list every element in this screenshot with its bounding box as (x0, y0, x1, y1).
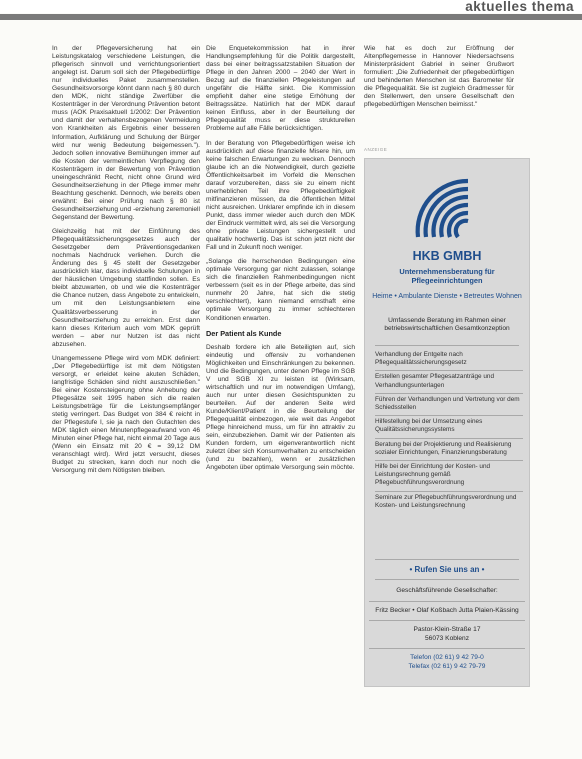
managers-title: Geschäftsführende Gesellschafter: (396, 587, 498, 594)
list-item: Führen der Verhandlungen und Vertretung vor dem Schiedsstellen (375, 394, 523, 416)
managers (369, 587, 525, 602)
paragraph: Deshalb fordere ich alle Beteiligten auf, sich eindeutig und offensiv zu vorhandenen Möglichkeiten und Einschränkungen zu bekennen. Und die Bedingungen, unter denen Pflege im SGB V und SGB XI zu leisten ist (Wirksam, wirtschaftlich und nur im notwendigen Umfang), auch nur unter diesen Gesichtspunkten zu beurteilen. Auf der anderen Seite wird Kunde/Klient/Patient in die Beurteilung der Pflegequalität einbezogen, wie weit das Angebot Pflege hinreichend muss, um für ihn attraktiv zu sein, einzubeziehen. Damit wir der Patienten als Kunden fordern, um eigenverantwortlich nicht zuletzt über sich Konsumverhalten zu entscheiden (und zu bezahlen), wenn er zusätzlichen Angeboten über optimale Versorgung sein möchte. (206, 343, 355, 472)
article-column-3 (364, 45, 514, 115)
list-item: Erstellen gesamter Pflegesatzanträge und Verhandlungsunterlagen (375, 371, 523, 393)
section-title: aktuelles thema (465, 0, 574, 14)
focus-text: Umfassende Beratung im Rahmen einer betriebswirtschaftlichen Gesamtkonzeption (384, 317, 510, 333)
list-item: Verhandlung der Entgelte nach Pflegequalitätssicherungsgesetz (375, 349, 523, 371)
address (369, 626, 525, 649)
ad-label: ANZEIGE (364, 147, 388, 152)
subheading: Der Patient als Kunde (206, 328, 282, 338)
call-to-action: • Rufen Sie uns an • (409, 565, 485, 574)
article-column-2 (206, 45, 355, 478)
divider (375, 579, 519, 580)
paragraph: Wie hat es doch zur Eröffnung der Altenpflegemesse in Hannover Niedersachsens Ministerpräsident Gabriel in seiner Grußwort formuliert: „Die Zufriedenheit der pflegebedürftigen und behinderten Menschen ist das Barometer für die Pflegequalität. Sie ist zugleich Gradmesser für den Stellenwert, den unsere Gesellschaft den pflegebedürftigen Menschen beimisst." (364, 45, 514, 109)
paragraph: Gleichzeitig hat mit der Einführung des Pflegequalitätssicherungsgesetzes auch der Gesetzgeber dem Präventionsgedanken nochmals Nachdruck verliehen. Durch die Änderung des § 45 stellt der Gesetzgeber ausdrücklich klar, dass individuelle Schulungen in der häuslichen Umgebung stattfinden sollen. Es bleibt abzuwarten, ob und wie die Kostenträger die Chance nutzen, dass Angebote zu entwickeln, um mit den Leistungsanbietern eine Qualitätsverbesserung in der Gesundheitserziehung zu erreichen. Erst dann kann dieses Kriterium auch vom MDK geprüft werden – aber nur Nutzen ist das nicht abzusehen. (52, 228, 200, 348)
paragraph: In der Pflegeversicherung hat ein Leistungskatalog verschiedene Leistungen, die pflegerisch sinnvoll und verrichtungsorientiert angelegt ist. Darum soll sich der Pflegebedürftige nur individuelles Paket zusammenstellen. Gesundheitsvorsorge könnt dann nach § 80 durch den MDK, nicht ständige Zwerfüber die Kostenträger in der Verordnung Prävention betont muss (AOK Praxisaktuell 1/2002: Der Prävention und damit der verhaltensbezogenen Vermeidung von Krankheiten als Ergebnis einer besseren Information, Aufklärung und Schulung der Bürger wird nur wenig Bedeutung beigemessen."). Jedoch sollen innovative Bemühungen immer auf die Kosten der vermeintlichen Verpflegung den Kostenträgern in der Bewertung von Prävention uneingeschränkt Recht, nicht ohne Grund wird Gesundheitserziehung in der Pflege immer mehr Beachtung geschenkt. Dennoch, wie bereits oben erwähnt: Bei einer Prüfung nach § 80 ist Gesundheitserziehung und -erziehung zeremoniell Gegenstand der Bewertung. (52, 45, 200, 221)
company-tagline: Unternehmensberatung für Pflegeeinrichtungen (399, 267, 495, 286)
offer-list (375, 349, 523, 513)
header-bar (0, 0, 582, 13)
hkb-arc-logo-icon (410, 167, 484, 252)
list-item: Hilfe bei der Einrichtung der Kosten- und Leistungsrechnung gemäß Pflegebuchführungsverordnung (375, 461, 523, 492)
article-column-1 (52, 45, 200, 481)
phone: Telefon (02 61) 9 42 79-0 (410, 654, 484, 661)
people-names: Fritz Becker • Olaf Koßbach Jutta Plaien-Kässing (375, 606, 519, 614)
paragraph: Unangemessene Pflege wird vom MDK definiert: „Der Pflegebedürftige ist mit dem Nötigsten versorgt, er erleidet keine akuten Schäden, langfristige Schäden sind nicht auszuschließen." Bei einer Kostensteigerung ohne Anhebung der Pflegesätze seit 1995 haben sich die realen Leistungsbeträge für die Leistungsempfänger stetig verringert. Das Budget von 384 € reicht in der Pflegestufe I, sie ja nach den Gutachten des MDK täglich einen Minutenpflegeaufwand von 46 Minuten einer Pflege hat, nicht einmal 20 Tage aus (Wenn ein Einsatz mit 20 € = 39,12 DM veranschlagt wird). Wird jetzt versucht, dieses Budget zu strecken, kann doch nur noch die Versorgung mit dem Nötigsten bleiben. (52, 354, 200, 475)
list-item: Beratung bei der Projektierung und Realisierung sozialer Einrichtungen, Finanzierungsberatung (375, 439, 523, 461)
manager-names (369, 607, 525, 622)
advertisement (364, 158, 530, 687)
service-list: Heime • Ambulante Dienste • Betreutes Wohnen (372, 293, 522, 300)
contact-block (369, 587, 525, 681)
company-name: HKB GMBH (412, 249, 482, 263)
paragraph: „Solange die herrschenden Bedingungen eine optimale Versorgung gar nicht zulassen, solange sich die finanziellen Rahmenbedingungen nicht verbessern (seit es in der Pflege arbeite, das sind nunmehr 20 Jahre, hat sich die stetig verschlechtert), kann niemand ernsthaft eine optimale Versorgung zu immer schlechteren Konditionen erwarten. (206, 258, 355, 322)
city: 56073 Koblenz (425, 634, 469, 642)
divider (375, 345, 519, 346)
paragraph: In der Beratung von Pflegebedürftigen weise ich ausdrücklich auf diese finanzielle Misere hin, um keine falschen Erwartungen zu wecken. Dennoch glaube ich an die Notwendigkeit, durch gezielte Öffentlichkeitsarbeit im Vorfeld die Menschen darauf vorzubereiten, dass sie zu einem nicht unerheblichen Teil ihre Pflegebedürftigkeit mitfinanzieren müssen, da die öffentlichen Mittel nicht ausreichen. Unklarer empfinde ich in diesem Punkt, dass immer wieder auch durch den MDK der Eindruck vermittelt wird, als sei die Versorgung ohne private Leistungen sichergestellt und qualitativ hochwertig. Das ist schon jetzt nicht der Fall und in Zukunft noch weniger. (206, 139, 355, 252)
divider (375, 559, 519, 560)
list-item: Hilfestellung bei der Umsetzung eines Qualitätssicherungssystems (375, 416, 523, 438)
paragraph: Die Enquetekommission hat in ihrer Handlungsempfehlung für die Politik dargestellt, dass bei einer beitragssatzstabilen Situation der Pflege in den Jahren 2000 – 2040 der Wert in Bezug auf die finanziellen Pflegeleistungen auf ungefähr die Hälfte sinkt. Die Kommission empfiehlt daher eine stetige Erhöhung der Beitragssätze. Natürlich hat der MDK darauf keinen Einfluss, aber in der Beurteilung der Pflegequalität muss er diese strukturellen Probleme auf alle Fälle berücksichtigen. (206, 45, 355, 133)
fax: Telefax (02 61) 9 42 79-79 (408, 662, 486, 670)
list-item: Seminare zur Pflegebuchführungsverordnung und Kosten- und Leistungsrechnung (375, 493, 517, 509)
street: Pastor-Klein-Straße 17 (413, 626, 481, 633)
header-rule (0, 14, 582, 20)
phone-numbers (369, 654, 525, 676)
